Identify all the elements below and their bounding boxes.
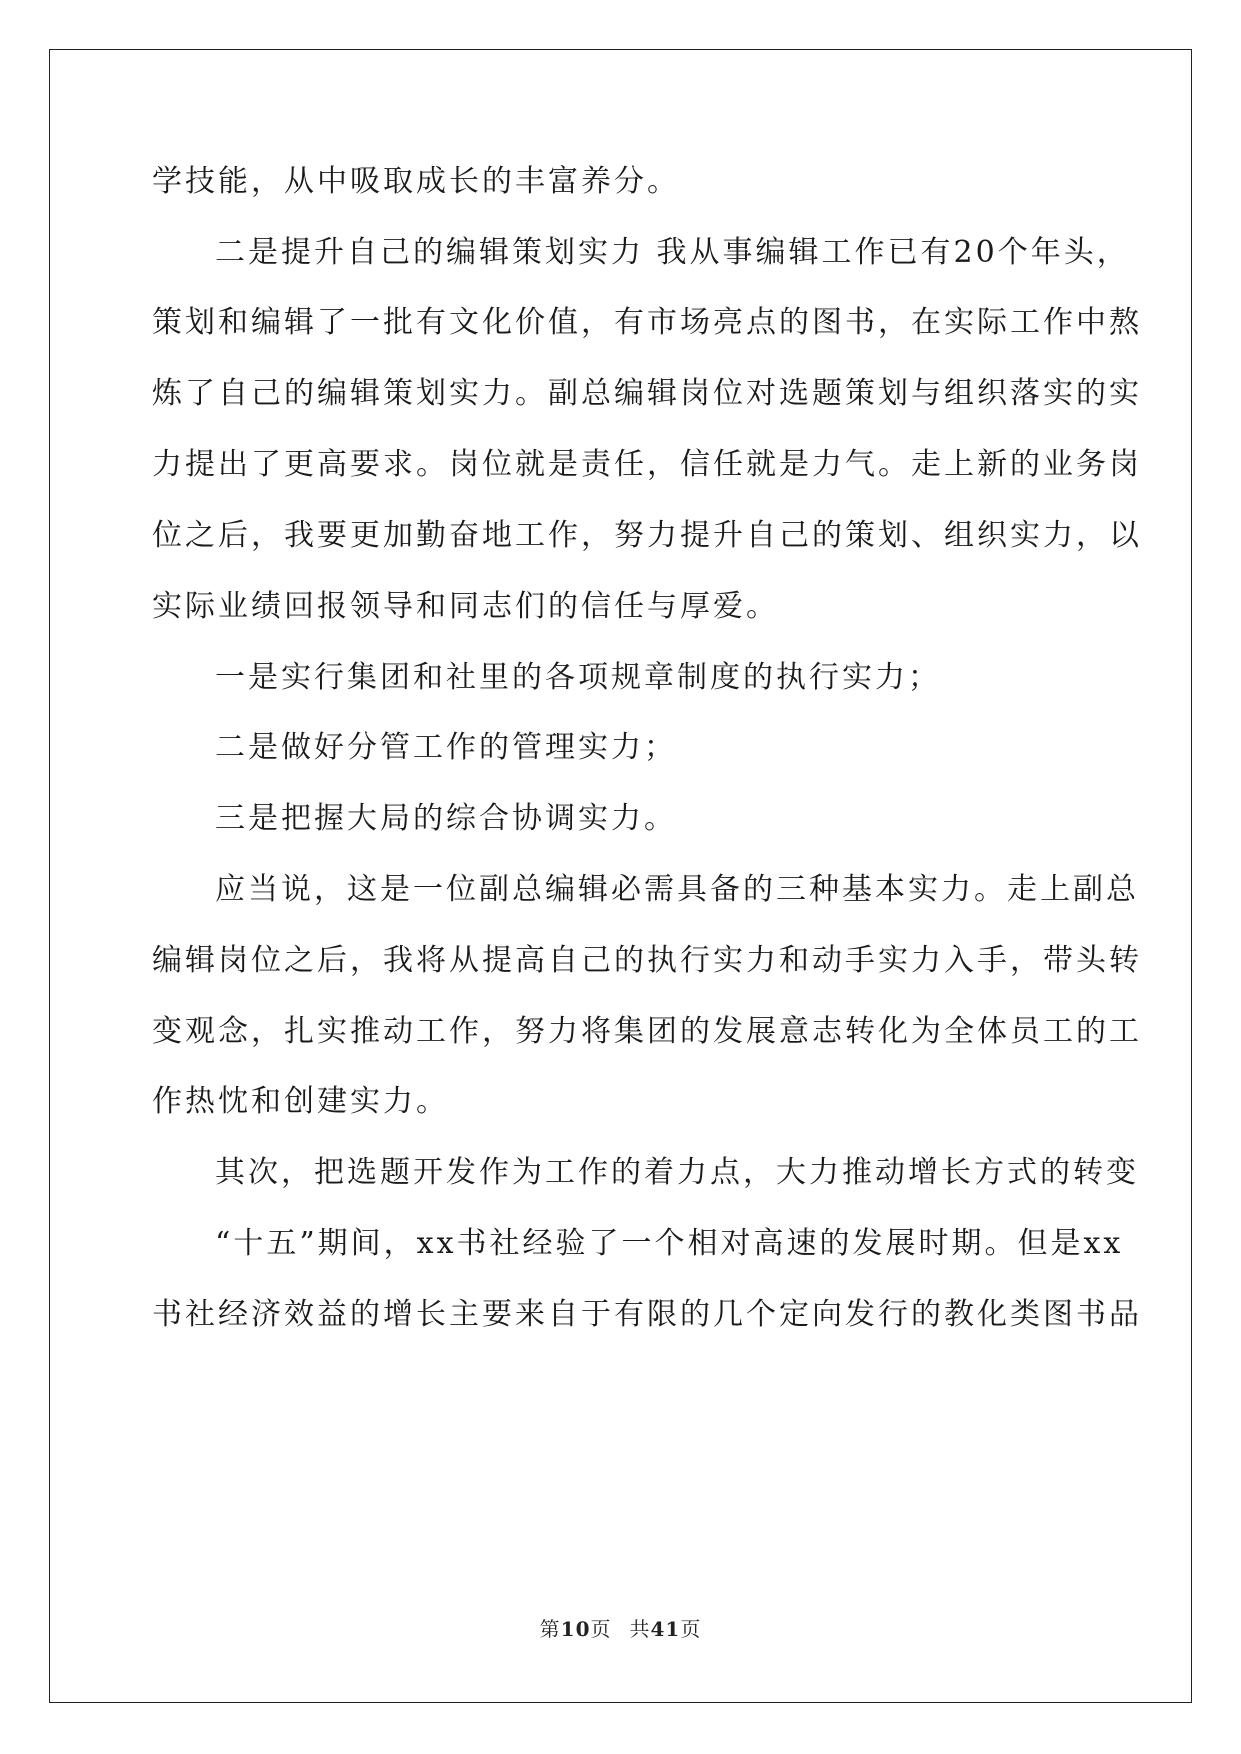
text-line-16: “十五”期间，xx书社经验了一个相对高速的发展时期。但是xx: [215, 1226, 1124, 1261]
footer-prefix: 第: [539, 1617, 561, 1641]
footer-total-prefix: 共: [629, 1617, 651, 1641]
text-line-3: 策划和编辑了一批有文化价值，有市场亮点的图书，在实际工作中熬: [152, 305, 1142, 340]
page-footer: [0, 1613, 1241, 1642]
footer-page-suffix: 页: [590, 1617, 612, 1641]
text-line-17: 书社经济效益的增长主要来自于有限的几个定向发行的教化类图书品: [152, 1297, 1142, 1332]
text-line-5: 力提出了更高要求。岗位就是责任，信任就是力气。走上新的业务岗: [152, 447, 1142, 482]
text-line-4: 炼了自己的编辑策划实力。副总编辑岗位对选题策划与组织落实的实: [152, 376, 1142, 411]
text-line-11: 应当说，这是一位副总编辑必需具备的三种基本实力。走上副总: [215, 872, 1139, 907]
text-line-6: 位之后，我要更加勤奋地工作，努力提升自己的策划、组织实力，以: [152, 518, 1142, 553]
total-pages: 41: [650, 1617, 681, 1641]
text-line-13: 变观念，扎实推动工作，努力将集团的发展意志转化为全体员工的工: [152, 1014, 1142, 1049]
text-line-14: 作热忱和创建实力。: [152, 1084, 449, 1119]
text-line-7: 实际业绩回报领导和同志们的信任与厚爱。: [152, 589, 779, 624]
text-line-1: 学技能，从中吸取成长的丰富养分。: [152, 164, 680, 199]
text-line-2: 二是提升自己的编辑策划实力 我从事编辑工作已有20个年头，: [215, 235, 1130, 270]
page-number: 10: [560, 1617, 591, 1641]
text-line-9: 二是做好分管工作的管理实力；: [215, 730, 677, 765]
text-line-10: 三是把握大局的综合协调实力。: [215, 801, 677, 836]
text-line-15: 其次，把选题开发作为工作的着力点，大力推动增长方式的转变: [215, 1155, 1139, 1190]
text-line-8: 一是实行集团和社里的各项规章制度的执行实力；: [215, 660, 941, 695]
text-line-12: 编辑岗位之后，我将从提高自己的执行实力和动手实力入手，带头转: [152, 943, 1142, 978]
footer-total-suffix: 页: [680, 1617, 702, 1641]
